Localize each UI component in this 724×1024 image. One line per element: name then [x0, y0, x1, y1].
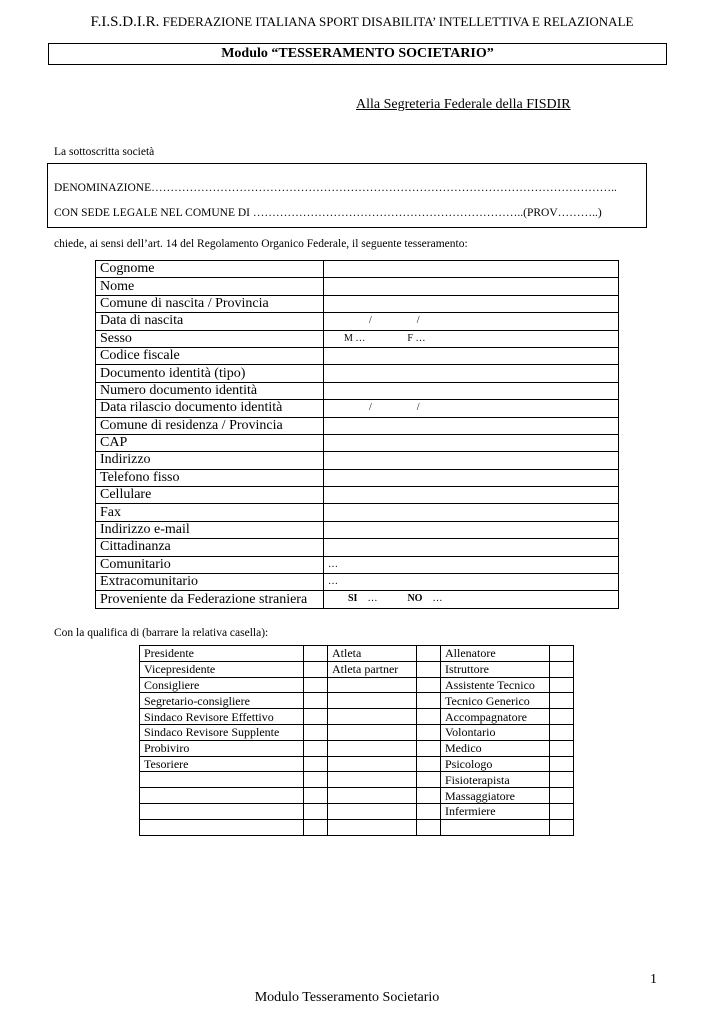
- member-row: [96, 382, 619, 399]
- qualification-label: Sindaco Revisore Supplente: [140, 724, 304, 740]
- date-separator: /: [369, 402, 372, 414]
- member-row: [96, 521, 619, 538]
- checkbox-cell[interactable]: [550, 803, 574, 819]
- checkbox-cell[interactable]: [550, 756, 574, 772]
- member-row: [96, 539, 619, 556]
- provenienza-si-mark[interactable]: …: [367, 593, 378, 605]
- member-field-value[interactable]: [324, 330, 619, 347]
- denominazione-field[interactable]: DENOMINAZIONE…………………………………………………………………………………………………………..: [54, 182, 617, 194]
- member-field-label: Comune di residenza / Provincia: [96, 417, 324, 434]
- request-text: chiede, ai sensi dell’art. 14 del Regolamento Organico Federale, il seguente tesseramento:: [54, 238, 468, 250]
- qualification-row: [140, 788, 574, 804]
- member-field-value[interactable]: [324, 382, 619, 399]
- member-field-label: Comunitario: [96, 556, 324, 573]
- member-row: [96, 591, 619, 608]
- sede-legale-field[interactable]: CON SEDE LEGALE NEL COMUNE DI ……………………………………………………………..(PROV………..): [54, 207, 602, 219]
- qualification-row: [140, 819, 574, 835]
- checkbox-cell[interactable]: [304, 709, 328, 725]
- page-number: 1: [650, 972, 657, 987]
- checkbox-cell[interactable]: [550, 661, 574, 677]
- member-row: [96, 487, 619, 504]
- qualification-table: [139, 645, 574, 836]
- checkbox-cell[interactable]: [550, 709, 574, 725]
- form-title: Modulo “TESSERAMENTO SOCIETARIO”: [48, 43, 667, 65]
- qualification-label: Allenatore: [441, 646, 550, 662]
- qualification-label: Segretario-consigliere: [140, 693, 304, 709]
- member-field-label: Nome: [96, 278, 324, 295]
- qualification-row: [140, 740, 574, 756]
- checkbox-cell[interactable]: [550, 693, 574, 709]
- member-field-label: Data di nascita: [96, 313, 324, 330]
- provenienza-no-label: NO: [407, 593, 423, 605]
- qualification-row: [140, 661, 574, 677]
- checkbox-cell[interactable]: [550, 677, 574, 693]
- citizenship-mark[interactable]: …: [328, 576, 338, 588]
- checkbox-cell[interactable]: [304, 646, 328, 662]
- qualification-label: [328, 788, 417, 804]
- qualification-label: [328, 693, 417, 709]
- qualification-row: [140, 803, 574, 819]
- qualification-label: [140, 803, 304, 819]
- member-row: [96, 417, 619, 434]
- member-row: [96, 330, 619, 347]
- checkbox-cell[interactable]: [417, 803, 441, 819]
- qualification-row: [140, 756, 574, 772]
- member-row: [96, 313, 619, 330]
- page-footer: Modulo Tesseramento Societario: [254, 990, 440, 1005]
- member-field-value[interactable]: [324, 434, 619, 451]
- checkbox-cell[interactable]: [417, 677, 441, 693]
- qualification-label: Probiviro: [140, 740, 304, 756]
- company-intro: La sottoscritta società: [54, 146, 155, 158]
- member-field-label: Indirizzo: [96, 452, 324, 469]
- checkbox-cell[interactable]: [304, 819, 328, 835]
- member-field-value[interactable]: [324, 295, 619, 312]
- qualification-row: [140, 693, 574, 709]
- member-row: [96, 469, 619, 486]
- member-field-label: Telefono fisso: [96, 469, 324, 486]
- member-field-label: Numero documento identità: [96, 382, 324, 399]
- member-field-label: Indirizzo e-mail: [96, 521, 324, 538]
- member-field-value[interactable]: [324, 400, 619, 417]
- qualification-label: [140, 788, 304, 804]
- member-field-value[interactable]: [324, 487, 619, 504]
- member-field-value[interactable]: [324, 591, 619, 608]
- qualification-row: [140, 677, 574, 693]
- qualification-label: [328, 677, 417, 693]
- member-field-value[interactable]: [324, 521, 619, 538]
- checkbox-cell[interactable]: [304, 724, 328, 740]
- qualification-label: [328, 772, 417, 788]
- qualification-label: Medico: [441, 740, 550, 756]
- qualification-label: Fisioterapista: [441, 772, 550, 788]
- checkbox-cell[interactable]: [417, 693, 441, 709]
- member-field-value[interactable]: [324, 574, 619, 591]
- member-field-label: Proveniente da Federazione straniera: [96, 591, 324, 608]
- member-row: [96, 504, 619, 521]
- member-field-label: Documento identità (tipo): [96, 365, 324, 382]
- checkbox-cell[interactable]: [417, 709, 441, 725]
- member-field-label: Codice fiscale: [96, 347, 324, 364]
- sesso-f-option[interactable]: F …: [407, 332, 426, 344]
- qualification-label: Presidente: [140, 646, 304, 662]
- member-row: [96, 261, 619, 278]
- qualification-label: [328, 756, 417, 772]
- qualification-label: [328, 709, 417, 725]
- checkbox-cell[interactable]: [417, 756, 441, 772]
- member-field-value[interactable]: [324, 504, 619, 521]
- qualification-label: Istruttore: [441, 661, 550, 677]
- member-row: [96, 556, 619, 573]
- company-box: [47, 163, 647, 228]
- checkbox-cell[interactable]: [304, 772, 328, 788]
- member-field-label: Fax: [96, 504, 324, 521]
- checkbox-cell[interactable]: [304, 788, 328, 804]
- addressee: Alla Segreteria Federale della FISDIR: [356, 97, 571, 112]
- checkbox-cell[interactable]: [417, 661, 441, 677]
- qualification-label: Sindaco Revisore Effettivo: [140, 709, 304, 725]
- checkbox-cell[interactable]: [550, 724, 574, 740]
- qualification-label: [328, 803, 417, 819]
- checkbox-cell[interactable]: [417, 724, 441, 740]
- checkbox-cell[interactable]: [417, 646, 441, 662]
- provenienza-si-label: SI: [348, 593, 358, 605]
- qualification-label: Consigliere: [140, 677, 304, 693]
- qualification-label: Infermiere: [441, 803, 550, 819]
- checkbox-cell[interactable]: [550, 788, 574, 804]
- checkbox-cell[interactable]: [550, 646, 574, 662]
- qualification-label: Vicepresidente: [140, 661, 304, 677]
- qualification-label: Accompagnatore: [441, 709, 550, 725]
- qualification-label: [140, 819, 304, 835]
- qualification-label: [328, 740, 417, 756]
- member-field-value[interactable]: [324, 417, 619, 434]
- member-field-value[interactable]: [324, 556, 619, 573]
- qualification-row: [140, 772, 574, 788]
- date-separator: /: [416, 402, 420, 414]
- member-field-label: CAP: [96, 434, 324, 451]
- member-field-value[interactable]: [324, 313, 619, 330]
- member-field-value[interactable]: [324, 469, 619, 486]
- date-separator: /: [369, 315, 372, 327]
- qualification-row: [140, 724, 574, 740]
- checkbox-cell[interactable]: [304, 677, 328, 693]
- checkbox-cell[interactable]: [417, 788, 441, 804]
- qualification-label: Tesoriere: [140, 756, 304, 772]
- qualification-instruction: Con la qualifica di (barrare la relativa casella):: [54, 627, 269, 639]
- citizenship-mark[interactable]: …: [328, 558, 338, 570]
- qualification-label: Psicologo: [441, 756, 550, 772]
- member-field-label: Sesso: [96, 330, 324, 347]
- qualification-label: [328, 819, 417, 835]
- member-field-value[interactable]: [324, 347, 619, 364]
- checkbox-cell[interactable]: [550, 740, 574, 756]
- qualification-row: [140, 646, 574, 662]
- qualification-label: Tecnico Generico: [441, 693, 550, 709]
- qualification-label: [441, 819, 550, 835]
- member-field-value[interactable]: [324, 261, 619, 278]
- sesso-m-option[interactable]: M …: [344, 332, 366, 344]
- member-field-value[interactable]: [324, 539, 619, 556]
- member-row: [96, 278, 619, 295]
- member-field-label: Extracomunitario: [96, 574, 324, 591]
- checkbox-cell[interactable]: [550, 819, 574, 835]
- member-field-value[interactable]: [324, 278, 619, 295]
- federation-header: [0, 14, 724, 31]
- checkbox-cell[interactable]: [417, 740, 441, 756]
- qualification-label: Massaggiatore: [441, 788, 550, 804]
- member-row: [96, 347, 619, 364]
- checkbox-cell[interactable]: [417, 819, 441, 835]
- member-field-value[interactable]: [324, 452, 619, 469]
- member-field-label: Cognome: [96, 261, 324, 278]
- checkbox-cell[interactable]: [304, 803, 328, 819]
- qualification-label: Volontario: [441, 724, 550, 740]
- qualification-label: [328, 724, 417, 740]
- checkbox-cell[interactable]: [304, 756, 328, 772]
- member-field-label: Cittadinanza: [96, 539, 324, 556]
- member-row: [96, 434, 619, 451]
- qualification-label: Atleta: [328, 646, 417, 662]
- member-row: [96, 295, 619, 312]
- checkbox-cell[interactable]: [304, 661, 328, 677]
- member-data-table: [95, 260, 619, 609]
- provenienza-no-mark[interactable]: …: [432, 593, 443, 605]
- member-field-label: Comune di nascita / Provincia: [96, 295, 324, 312]
- qualification-row: [140, 709, 574, 725]
- checkbox-cell[interactable]: [417, 772, 441, 788]
- member-row: [96, 365, 619, 382]
- member-field-label: Data rilascio documento identità: [96, 400, 324, 417]
- member-row: [96, 574, 619, 591]
- date-separator: /: [416, 315, 420, 327]
- federation-name: FEDERAZIONE ITALIANA SPORT DISABILITA’ INTELLETTIVA E RELAZIONALE: [162, 14, 634, 29]
- checkbox-cell[interactable]: [304, 693, 328, 709]
- member-row: [96, 400, 619, 417]
- member-field-label: Cellulare: [96, 487, 324, 504]
- member-field-value[interactable]: [324, 365, 619, 382]
- qualification-label: Atleta partner: [328, 661, 417, 677]
- member-row: [96, 452, 619, 469]
- checkbox-cell[interactable]: [304, 740, 328, 756]
- federation-abbr: F.I.S.D.I.R.: [90, 14, 160, 30]
- qualification-label: [140, 772, 304, 788]
- checkbox-cell[interactable]: [550, 772, 574, 788]
- qualification-label: Assistente Tecnico: [441, 677, 550, 693]
